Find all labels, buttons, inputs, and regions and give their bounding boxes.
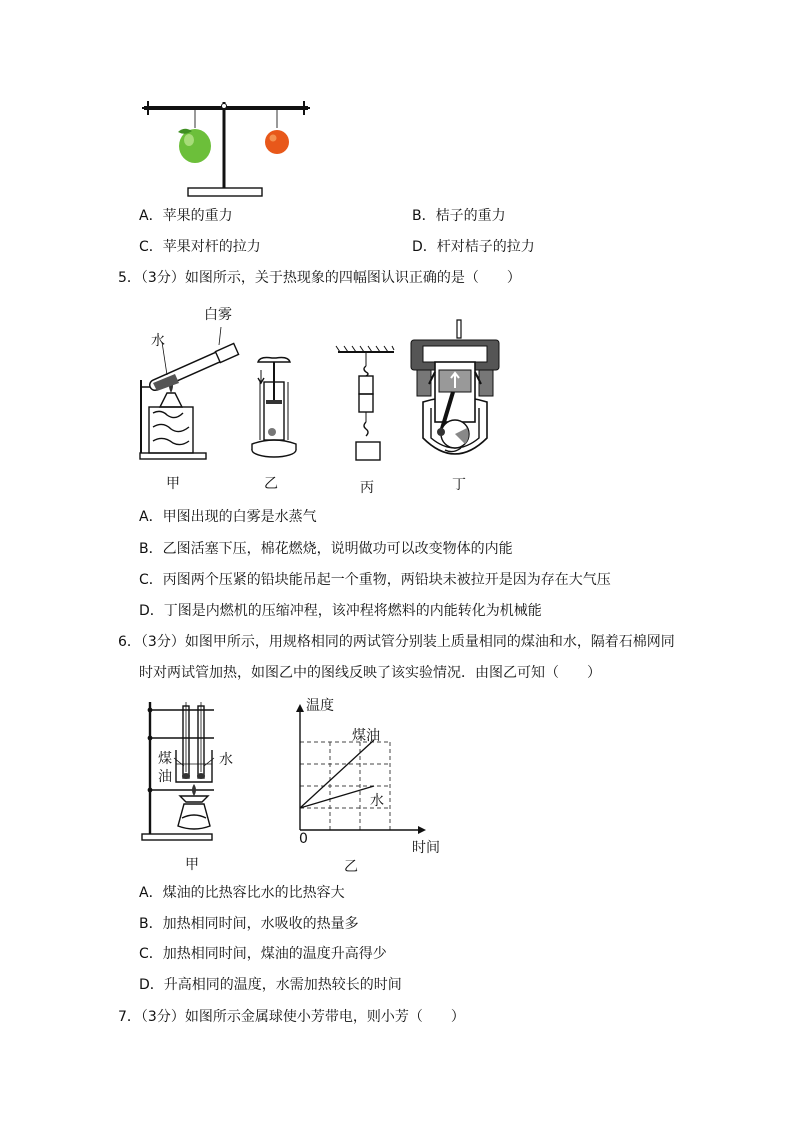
q5-figure-ding [409, 318, 501, 466]
q6-stem-line1: 6．（3分）如图甲所示，用规格相同的两试管分别装上质量相同的煤油和水，隔着石棉网同 [118, 634, 675, 650]
line-kerosene [300, 740, 374, 808]
q6-option-c: C．加热相同时间，煤油的温度升高得少 [139, 946, 387, 962]
q5-label-water: 水 [151, 333, 165, 349]
q5-caption-ding: 丁 [452, 477, 466, 493]
q6-option-a: A．煤油的比热容比水的比热容大 [139, 885, 345, 901]
q6-stem-line2: 时对两试管加热，如图乙中的图线反映了该实验情况．由图乙可知（ ） [139, 665, 601, 681]
q6-option-b: B．加热相同时间，水吸收的热量多 [139, 916, 359, 932]
q5-figure-bing [336, 346, 396, 464]
q6-caption-jia: 甲 [185, 857, 199, 873]
q6-label-water: 水 [219, 752, 233, 768]
q7-stem: 7．（3分）如图所示金属球使小芳带电，则小芳（ ） [118, 1009, 465, 1025]
q5-option-a: A．甲图出现的白雾是水蒸气 [139, 509, 317, 525]
graph-line-label-kerosene: 煤油 [352, 728, 380, 744]
q5-stem: 5．（3分）如图所示，关于热现象的四幅图认识正确的是（ ） [118, 270, 521, 286]
q4-option-b: B．桔子的重力 [412, 208, 506, 224]
q4-option-c: C．苹果对杆的拉力 [139, 239, 261, 255]
q5-caption-bing: 丙 [360, 480, 374, 496]
q5-option-c: C．丙图两个压紧的铅块能吊起一个重物，两铅块未被拉开是因为存在大气压 [139, 572, 611, 588]
q4-option-a: A．苹果的重力 [139, 208, 233, 224]
graph-grid [300, 742, 390, 830]
q5-label-white-fog: 白雾 [204, 307, 232, 323]
apple-icon [178, 129, 211, 163]
q5-caption-yi: 乙 [264, 476, 278, 492]
q5-figure-yi [244, 352, 304, 462]
q6-figure-jia [140, 700, 240, 845]
q6-caption-yi: 乙 [344, 859, 358, 875]
orange-icon [265, 130, 289, 154]
graph-origin: 0 [299, 831, 308, 847]
lever-figure [138, 96, 313, 201]
graph-line-label-water: 水 [370, 793, 384, 809]
lever-base [188, 188, 262, 196]
q5-option-d: D．丁图是内燃机的压缩冲程，该冲程将燃料的内能转化为机械能 [139, 603, 542, 619]
graph-xlabel: 时间 [412, 840, 440, 856]
graph-ylabel: 温度 [306, 698, 334, 714]
q6-label-kerosene-2: 油 [158, 769, 172, 785]
q5-option-b: B．乙图活塞下压，棉花燃烧，说明做功可以改变物体的内能 [139, 541, 513, 557]
q5-caption-jia: 甲 [166, 476, 180, 492]
q6-option-d: D．升高相同的温度，水需加热较长的时间 [139, 977, 402, 993]
q6-graph [290, 700, 440, 840]
q4-option-d: D．杆对桔子的拉力 [412, 239, 535, 255]
q6-label-kerosene-1: 煤 [158, 751, 172, 767]
